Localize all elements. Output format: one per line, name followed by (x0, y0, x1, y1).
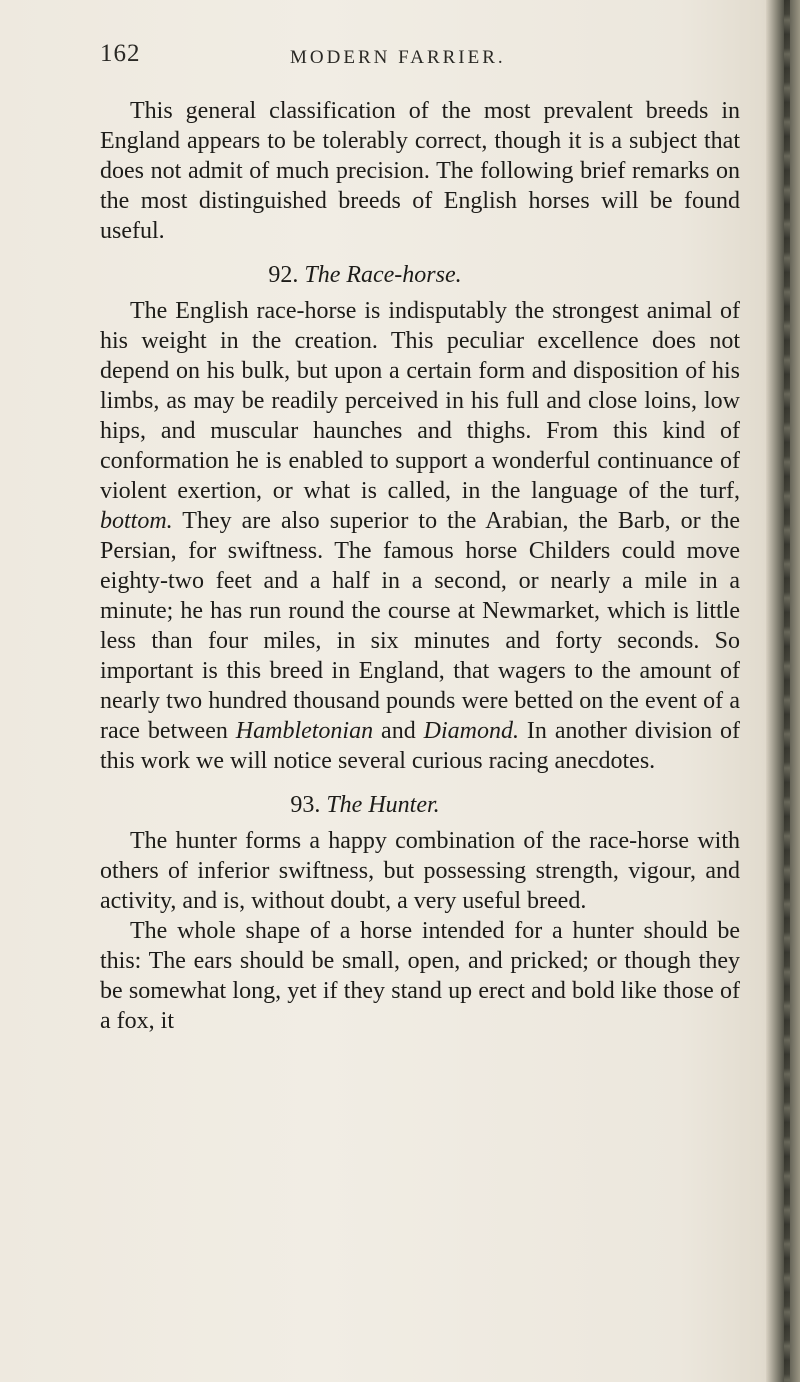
body-text (100, 96, 740, 1036)
paragraph-text: In another division of this work we will notice several curious racing anecdotes. (100, 718, 741, 774)
paragraph-text: The English race-horse is indisputably the strongest animal of his weight in the creation. This peculiar excellence does not depend on his bulk, but upon a certain form and disposition of his limbs, as may be readily perceived in his full and close loins, low hips, and muscular haunches and thighs. From this kind of conformation he is enabled to support a wonderful continuance of violent exertion, or what is called, in the language of the turf, (100, 298, 740, 504)
page-number: 162 (100, 40, 141, 67)
intro-paragraph: This general classification of the most prevalent breeds in England appears to be tolerably correct, though it is a subject that does not admit of much precision. The following brief remarks on the most distinguished breeds of English horses will be found useful. (100, 98, 740, 244)
section-title: The Hunter. (326, 792, 440, 818)
paragraph-text: and (381, 718, 416, 744)
section-number: 93. (290, 792, 321, 818)
section-number: 92. (268, 262, 299, 288)
section-title: The Race-horse. (304, 262, 462, 288)
running-head: MODERN FARRIER. (290, 47, 506, 68)
race-horse-paragraph (100, 296, 740, 776)
page-header (100, 40, 700, 88)
page-edge (766, 0, 800, 1382)
italic-term: Hambletonian (235, 718, 374, 744)
binding-strip (784, 0, 790, 1382)
section-heading-92 (100, 260, 740, 290)
section-heading-93 (100, 790, 740, 820)
paragraph-text: They are also superior to the Arabian, the Barb, or the Persian, for swiftness. The famous horse Childers could move eighty-two feet and a half in a second, or nearly a mile in a minute; he has run round the course at Newmarket, which is little less than four miles, in six minutes and forty seconds. So important is this breed in England, that wagers to the amount of nearly two hundred thousand pounds were betted on the event of a race between (100, 508, 740, 744)
italic-term: bottom. (100, 508, 173, 534)
italic-term: Diamond. (423, 718, 519, 744)
hunter-paragraph-2: The whole shape of a horse intended for a hunter should be this: The ears should be small, open, and pricked; or though they be somewhat long, yet if they stand up erect and bold like those of a fox, it (100, 918, 740, 1034)
hunter-paragraph-1: The hunter forms a happy combination of the race-horse with others of inferior swiftness, but possessing strength, vigour, and activity, and is, without doubt, a very useful breed. (100, 828, 740, 914)
